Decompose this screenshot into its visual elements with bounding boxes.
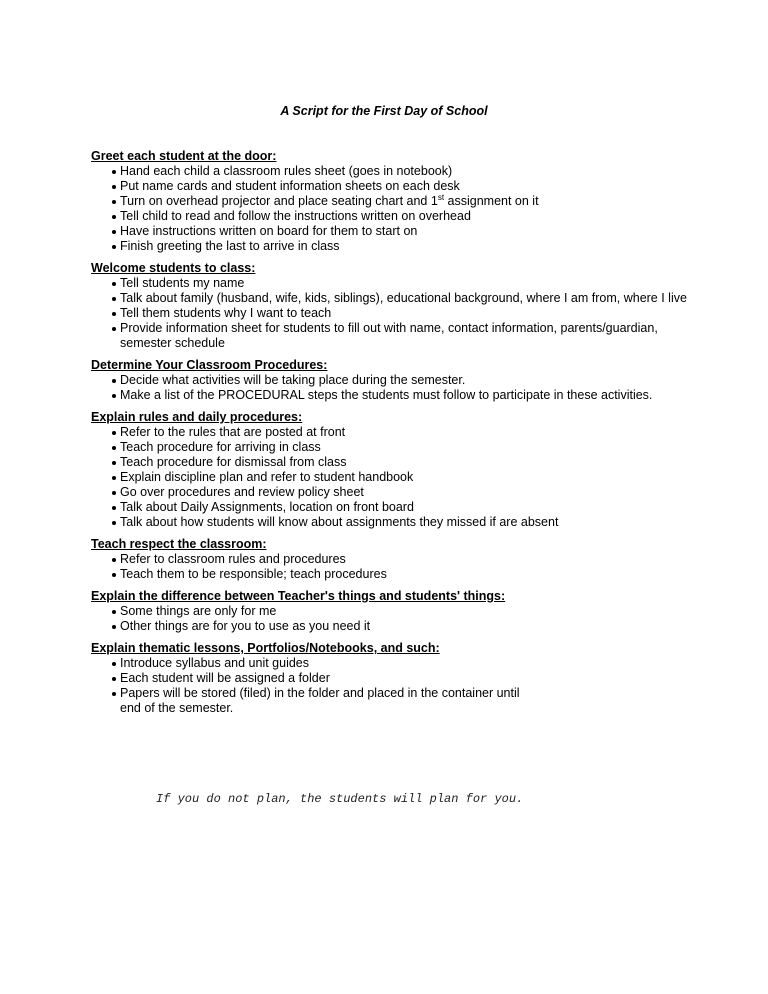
list-item-text: Teach procedure for arriving in class [120,440,321,454]
list-item-text: Have instructions written on board for them to start on [120,224,418,238]
list-item [91,500,691,515]
list-item-text: Tell them students why I want to teach [120,306,332,320]
list-item [91,455,691,470]
bullet-icon [112,282,116,286]
bullet-icon [112,610,116,614]
bullet-icon [112,245,116,249]
list-item-text: Teach them to be responsible; teach procedures [120,567,387,581]
list-item-text: Other things are for you to use as you need it [120,619,371,633]
bullet-icon [112,506,116,510]
list-item [91,567,691,582]
list-item-text: Refer to the rules that are posted at front [120,425,346,439]
list-item [91,619,691,634]
list-item [91,656,691,671]
bullet-icon [112,558,116,562]
list-item [91,485,691,500]
list-item-text: Talk about how students will know about assignments they missed if are absent [120,515,559,529]
bullet-list [91,425,691,530]
list-item [91,291,691,306]
list-item [91,306,691,321]
bullet-icon [112,170,116,174]
list-item-text: Talk about family (husband, wife, kids, siblings), educational background, where I am from, where I live [120,291,687,305]
bullet-list [91,604,691,634]
bullet-list [91,373,691,403]
section-procedures [91,358,691,403]
bullet-icon [112,215,116,219]
list-item [91,321,691,351]
list-item [91,686,691,716]
list-item-text: Decide what activities will be taking place during the semester. [120,373,466,387]
list-item [91,552,691,567]
bullet-icon [112,491,116,495]
list-item [91,194,691,209]
bullet-icon [112,297,116,301]
list-item [91,515,691,530]
list-item [91,164,691,179]
section-rules [91,410,691,530]
list-item-text: Tell students my name [120,276,245,290]
list-item [91,388,691,403]
list-item-text: Put name cards and student information sheets on each desk [120,179,460,193]
section-things [91,589,691,634]
bullet-icon [112,521,116,525]
list-item [91,239,691,254]
list-item-text: Hand each child a classroom rules sheet (goes in notebook) [120,164,453,178]
list-item-text: Teach procedure for dismissal from class [120,455,347,469]
bullet-icon [112,200,116,204]
section-heading: Greet each student at the door: [91,149,277,163]
closing-quote: If you do not plan, the students will plan for you. [156,792,524,806]
document-title: A Script for the First Day of School [280,104,488,118]
list-item-text: Talk about Daily Assignments, location on front board [120,500,414,514]
bullet-icon [112,230,116,234]
bullet-icon [112,476,116,480]
bullet-icon [112,379,116,383]
section-heading: Explain rules and daily procedures: [91,410,303,424]
bullet-icon [112,692,116,696]
list-item-text-end: assignment on it [444,194,539,208]
list-item-text: Provide information sheet for students to fill out with name, contact information, parents/guardian, semester schedule [120,321,658,350]
bullet-list [91,656,691,716]
list-item-text: Tell child to read and follow the instructions written on overhead [120,209,471,223]
bullet-icon [112,662,116,666]
bullet-icon [112,185,116,189]
bullet-icon [112,625,116,629]
section-heading: Welcome students to class: [91,261,256,275]
list-item-text: Finish greeting the last to arrive in class [120,239,340,253]
section-thematic [91,641,691,716]
list-item [91,179,691,194]
document-body [91,149,691,723]
bullet-list [91,164,691,254]
section-heading: Determine Your Classroom Procedures: [91,358,328,372]
list-item [91,440,691,455]
bullet-list [91,552,691,582]
list-item [91,209,691,224]
bullet-list [91,276,691,351]
list-item-text: Go over procedures and review policy sheet [120,485,364,499]
section-heading: Explain thematic lessons, Portfolios/Notebooks, and such: [91,641,440,655]
list-item [91,425,691,440]
list-item-text: Explain discipline plan and refer to student handbook [120,470,414,484]
bullet-icon [112,431,116,435]
list-item-text: Some things are only for me [120,604,277,618]
list-item [91,276,691,291]
list-item-text: Refer to classroom rules and procedures [120,552,346,566]
bullet-icon [112,394,116,398]
list-item [91,470,691,485]
list-item-text: Introduce syllabus and unit guides [120,656,310,670]
list-item [91,604,691,619]
bullet-icon [112,312,116,316]
list-item [91,373,691,388]
bullet-icon [112,573,116,577]
section-heading: Explain the difference between Teacher's things and students' things: [91,589,506,603]
list-item-text-start: Turn on overhead projector and place seating chart and 1 [120,194,438,208]
bullet-icon [112,677,116,681]
section-greet [91,149,691,254]
list-item-text: Papers will be stored (filed) in the folder and placed in the container until end of the semester. [120,686,520,715]
section-respect [91,537,691,582]
list-item [91,224,691,239]
section-welcome [91,261,691,351]
bullet-icon [112,461,116,465]
list-item [91,671,691,686]
list-item-text [120,194,691,209]
bullet-icon [112,446,116,450]
section-heading: Teach respect the classroom: [91,537,267,551]
list-item-text: Each student will be assigned a folder [120,671,330,685]
list-item-text: Make a list of the PROCEDURAL steps the students must follow to participate in these activities. [120,388,653,402]
bullet-icon [112,327,116,331]
superscript: st [437,193,445,202]
